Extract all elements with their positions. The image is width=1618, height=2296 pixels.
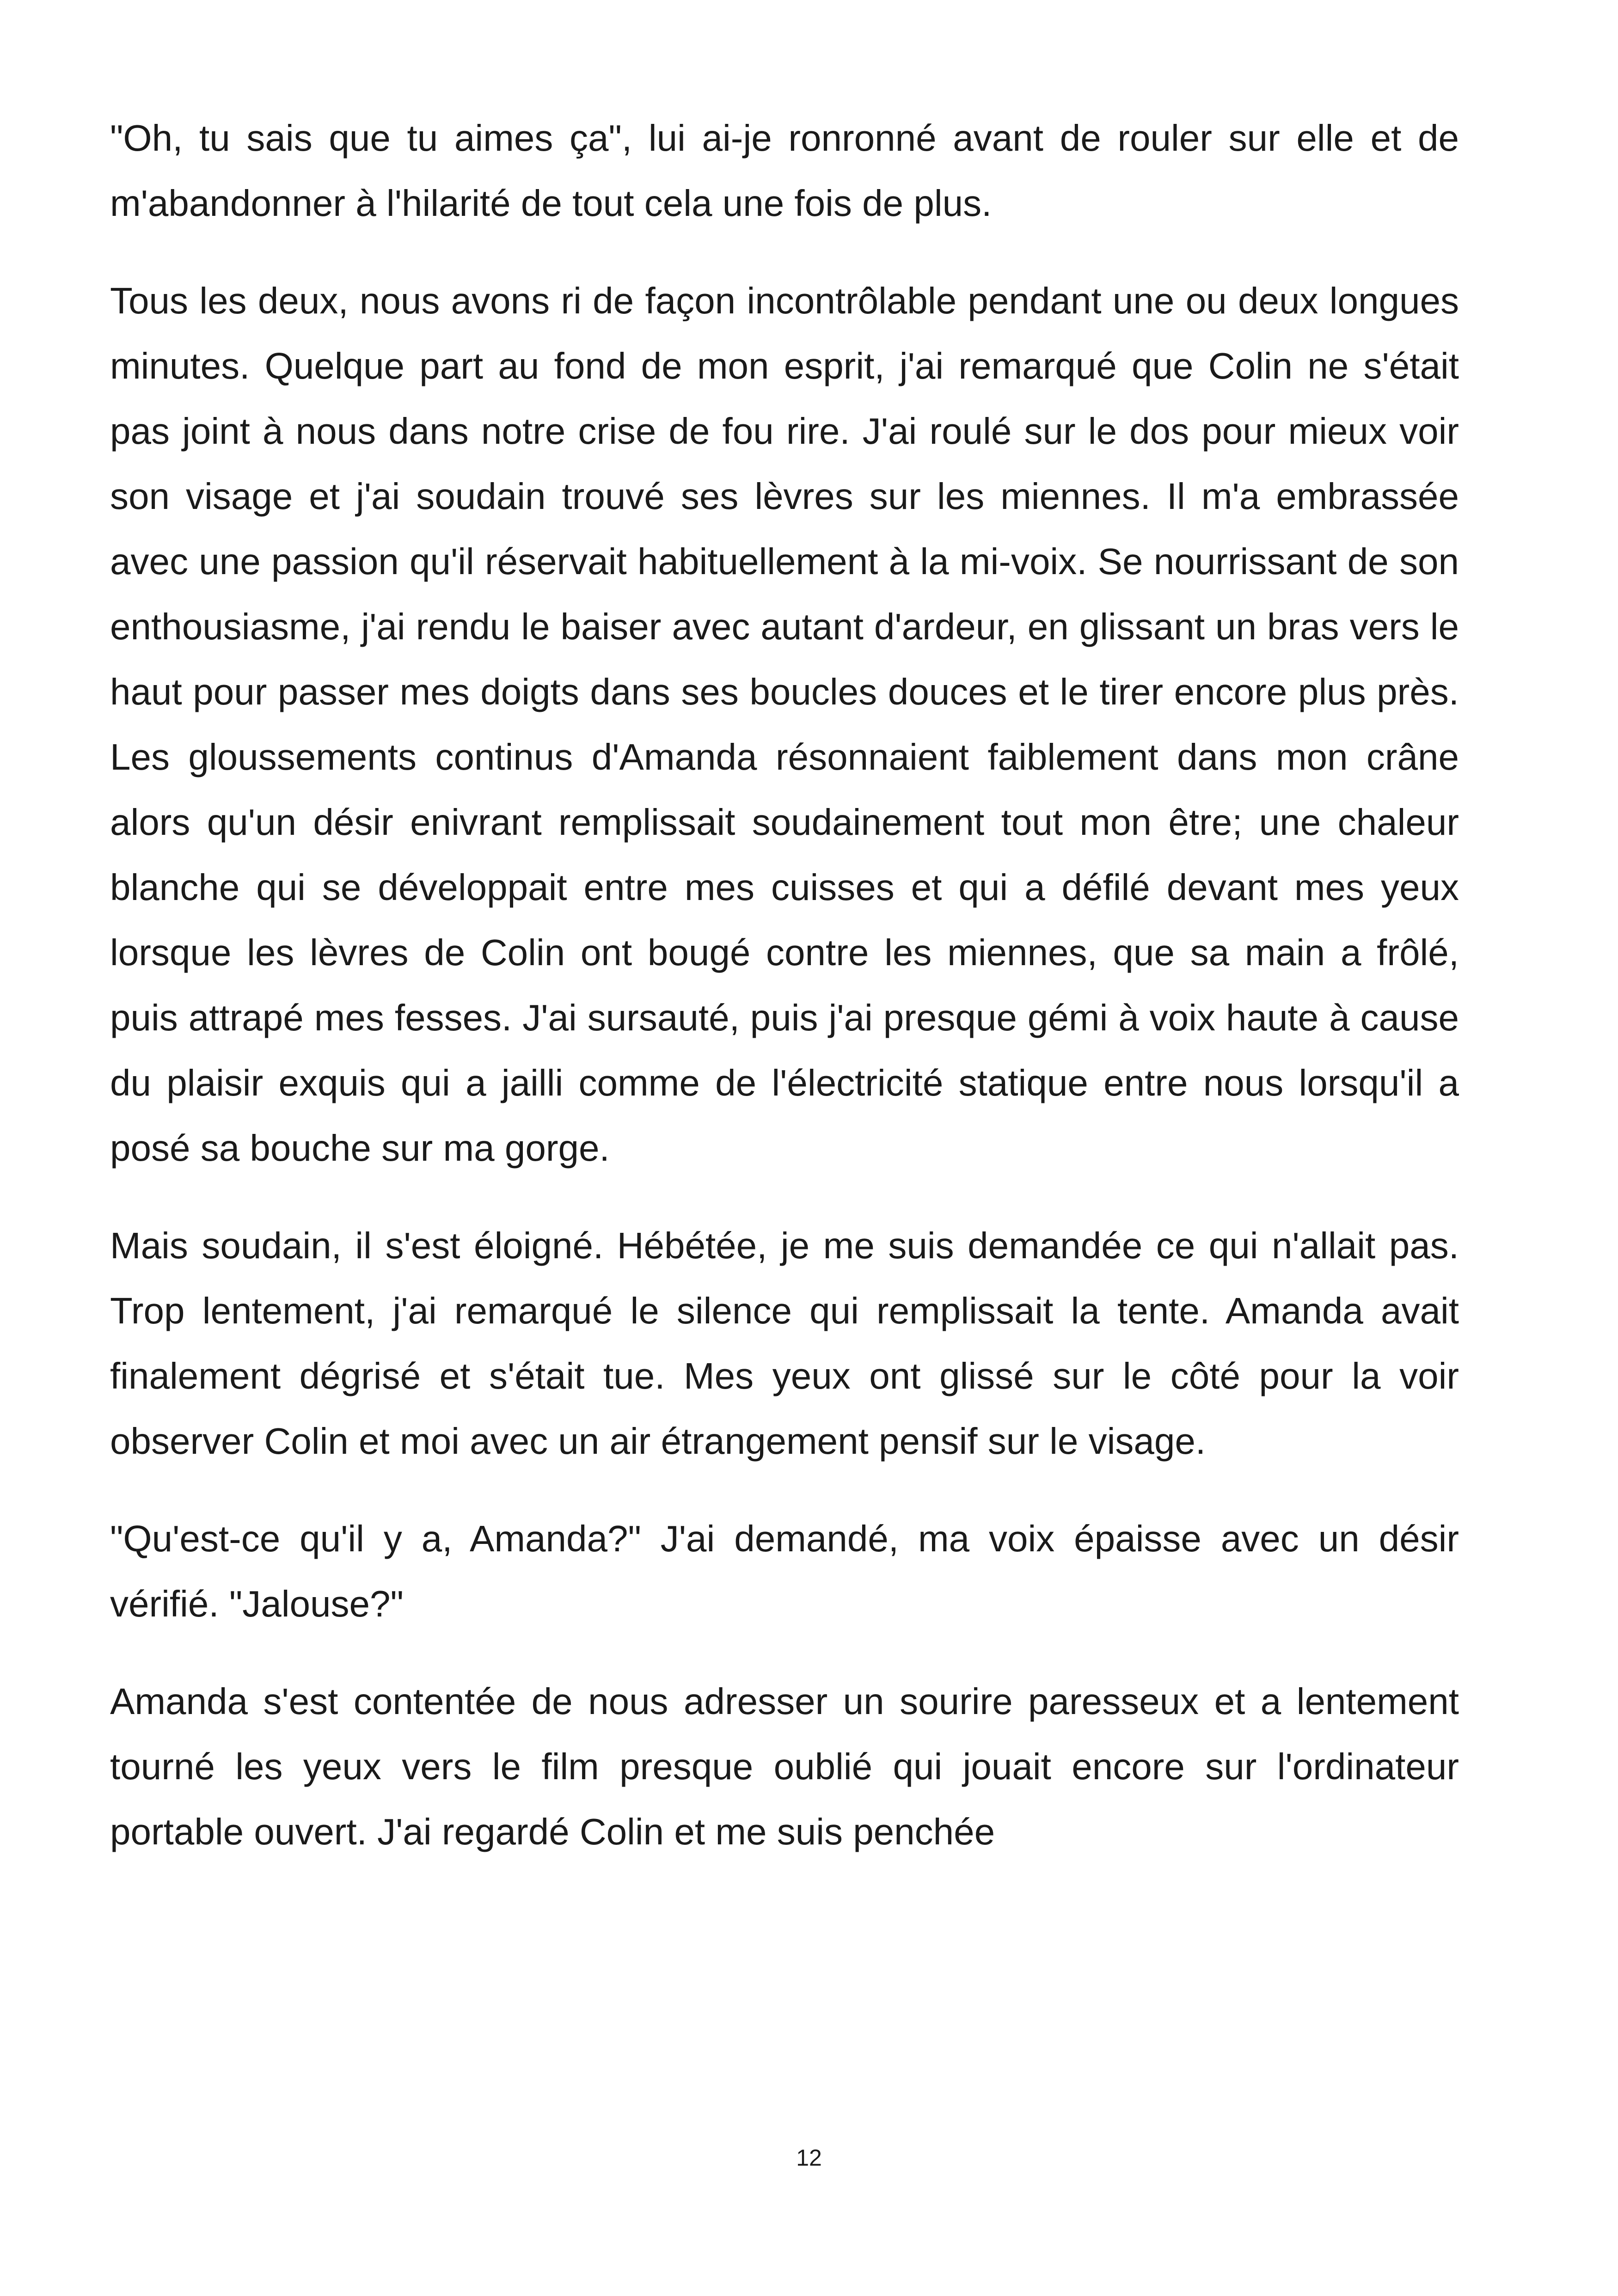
paragraph-2: Tous les deux, nous avons ri de façon incontrôlable pendant une ou deux longues minutes. Quelque part au fond de mon esprit, j'ai remarqué que Colin ne s'était pas joint à nous dans notre crise de fou rire. J'ai roulé sur le dos pour mieux voir son visage et j'ai soudain trouvé ses lèvres sur les miennes. Il m'a embrassée avec une passion qu'il réservait habituellement à la mi-voix. Se nourrissant de son enthousiasme, j'ai rendu le baiser avec autant d'ardeur, en glissant un bras vers le haut pour passer mes doigts dans ses boucles douces et le tirer encore plus près. Les gloussements continus d'Amanda résonnaient faiblement dans mon crâne alors qu'un désir enivrant remplissait soudainement tout mon être; une chaleur blanche qui se développait entre mes cuisses et qui a défilé devant mes yeux lorsque les lèvres de Colin ont bougé contre les miennes, que sa main a frôlé, puis attrapé mes fesses. J'ai sursauté, puis j'ai presque gémi à voix haute à cause du plaisir exquis qui a jailli comme de l'électricité statique entre nous lorsqu'il a posé sa bouche sur ma gorge. [110, 280, 1459, 1169]
paragraph-5: Amanda s'est contentée de nous adresser un sourire paresseux et a lentement tourné les yeux vers le film presque oublié qui jouait encore sur l'ordinateur portable ouvert. J'ai regardé Colin et me suis penchée [110, 1681, 1459, 1852]
paragraph-1: "Oh, tu sais que tu aimes ça", lui ai-je ronronné avant de rouler sur elle et de m'abandonner à l'hilarité de tout cela une fois de plus. [110, 117, 1459, 224]
body-text [110, 105, 1459, 1864]
page-number: 12 [796, 2145, 822, 2171]
paragraph-4: "Qu'est-ce qu'il y a, Amanda?" J'ai demandé, ma voix épaisse avec un désir vérifié. "Jalouse?" [110, 1518, 1459, 1624]
paragraph-3: Mais soudain, il s'est éloigné. Hébétée, je me suis demandée ce qui n'allait pas. Trop lentement, j'ai remarqué le silence qui remplissait la tente. Amanda avait finalement dégrisé et s'était tue. Mes yeux ont glissé sur le côté pour la voir observer Colin et moi avec un air étrangement pensif sur le visage. [110, 1225, 1459, 1462]
